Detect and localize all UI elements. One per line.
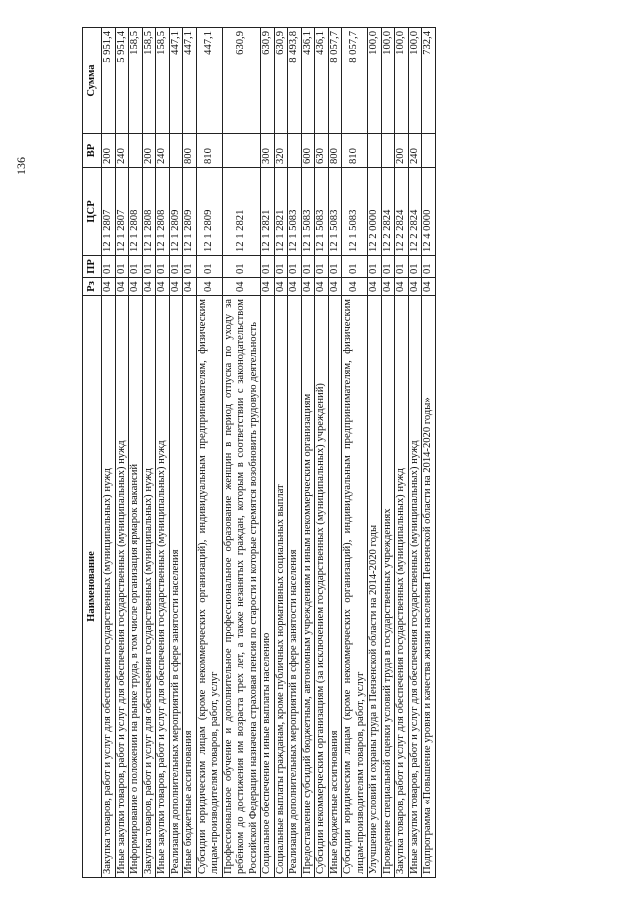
cell-csr: 12 1 2807 xyxy=(115,168,129,256)
cell-vr xyxy=(422,134,436,168)
cell-sum: 8 057,7 xyxy=(342,28,368,134)
cell-rz: 04 xyxy=(156,278,170,296)
cell-sum: 436,1 xyxy=(301,28,315,134)
cell-csr: 12 1 2807 xyxy=(102,168,116,256)
cell-name: Предоставление субсидий бюджетным, автономным учреждениям и иным некоммерческим организациям xyxy=(301,296,315,878)
cell-sum: 5 951,4 xyxy=(115,28,129,134)
cell-sum: 630,9 xyxy=(261,28,275,134)
cell-sum: 100,0 xyxy=(368,28,382,134)
cell-rz: 04 xyxy=(142,278,156,296)
cell-pr: 01 xyxy=(315,256,329,278)
cell-csr: 12 1 5083 xyxy=(315,168,329,256)
cell-pr: 01 xyxy=(169,256,183,278)
cell-rz: 04 xyxy=(288,278,302,296)
cell-pr: 01 xyxy=(222,256,261,278)
cell-pr: 01 xyxy=(115,256,129,278)
table-row xyxy=(342,28,368,878)
cell-csr: 12 1 5083 xyxy=(301,168,315,256)
header-csr: ЦСР xyxy=(83,168,102,256)
cell-pr: 01 xyxy=(342,256,368,278)
cell-csr: 12 2 2824 xyxy=(408,168,422,256)
cell-name: Улучшение условий и охраны труда в Пензенской области на 2014-2020 годы xyxy=(368,296,382,878)
cell-vr: 810 xyxy=(342,134,368,168)
cell-name: Реализация дополнительных мероприятий в сфере занятости населения xyxy=(169,296,183,878)
cell-rz: 04 xyxy=(261,278,275,296)
cell-name: Иные бюджетные ассигнования xyxy=(328,296,342,878)
table-row xyxy=(196,28,222,878)
cell-pr: 01 xyxy=(156,256,170,278)
cell-sum: 158,5 xyxy=(129,28,143,134)
cell-sum: 5 951,4 xyxy=(102,28,116,134)
cell-vr: 200 xyxy=(142,134,156,168)
cell-name: Иные закупки товаров, работ и услуг для обеспечения государственных (муниципальных) нужд xyxy=(115,296,129,878)
cell-pr: 01 xyxy=(142,256,156,278)
cell-pr: 01 xyxy=(395,256,409,278)
cell-sum: 436,1 xyxy=(315,28,329,134)
table-row xyxy=(169,28,183,878)
cell-pr: 01 xyxy=(328,256,342,278)
cell-name: Закупка товаров, работ и услуг для обеспечения государственных (муниципальных) нужд xyxy=(102,296,116,878)
cell-rz: 04 xyxy=(102,278,116,296)
cell-vr: 240 xyxy=(115,134,129,168)
table-row xyxy=(274,28,288,878)
cell-csr: 12 2 0000 xyxy=(368,168,382,256)
cell-rz: 04 xyxy=(422,278,436,296)
cell-csr: 12 2 2824 xyxy=(381,168,395,256)
cell-sum: 158,5 xyxy=(156,28,170,134)
cell-rz: 04 xyxy=(381,278,395,296)
cell-sum: 630,9 xyxy=(222,28,261,134)
cell-rz: 04 xyxy=(315,278,329,296)
cell-vr: 200 xyxy=(395,134,409,168)
cell-vr xyxy=(222,134,261,168)
cell-sum: 8 493,8 xyxy=(288,28,302,134)
table-row xyxy=(222,28,261,878)
cell-csr: 12 1 2821 xyxy=(261,168,275,256)
cell-csr: 12 2 2824 xyxy=(395,168,409,256)
table-header-row xyxy=(83,28,102,878)
cell-rz: 04 xyxy=(115,278,129,296)
cell-vr xyxy=(381,134,395,168)
cell-vr: 600 xyxy=(301,134,315,168)
cell-csr: 12 1 2808 xyxy=(142,168,156,256)
cell-rz: 04 xyxy=(183,278,197,296)
cell-pr: 01 xyxy=(274,256,288,278)
cell-sum: 100,0 xyxy=(381,28,395,134)
header-pr: ПР xyxy=(83,256,102,278)
table-row xyxy=(102,28,116,878)
cell-csr: 12 1 5083 xyxy=(328,168,342,256)
cell-name: Иные бюджетные ассигнования xyxy=(183,296,197,878)
table-row xyxy=(288,28,302,878)
page-number: 136 xyxy=(14,157,28,175)
cell-rz: 04 xyxy=(222,278,261,296)
table-row xyxy=(142,28,156,878)
cell-csr: 12 1 2809 xyxy=(169,168,183,256)
cell-csr: 12 1 5083 xyxy=(342,168,368,256)
header-sum: Сумма xyxy=(83,28,102,134)
cell-sum: 447,1 xyxy=(169,28,183,134)
cell-vr: 200 xyxy=(102,134,116,168)
header-vr: ВР xyxy=(83,134,102,168)
header-name: Наименование xyxy=(83,296,102,878)
cell-rz: 04 xyxy=(368,278,382,296)
cell-vr xyxy=(368,134,382,168)
cell-name: Профессиональное обучение и дополнительное профессиональное образование женщин в период отпуска по уходу за ребёнком до достижения им возраста трех лет, а также незанятых граждан, которым в соответствии с законодательством Российской Федерации назначена страховая пенсия по старости и которые стремятся возобновить трудовую деятельность xyxy=(222,296,261,878)
cell-rz: 04 xyxy=(169,278,183,296)
cell-sum: 8 057,7 xyxy=(328,28,342,134)
budget-table xyxy=(82,27,436,878)
cell-vr xyxy=(129,134,143,168)
cell-vr xyxy=(288,134,302,168)
cell-pr: 01 xyxy=(381,256,395,278)
table-row xyxy=(422,28,436,878)
table-row xyxy=(381,28,395,878)
cell-pr: 01 xyxy=(422,256,436,278)
cell-rz: 04 xyxy=(328,278,342,296)
cell-name: Проведение специальной оценки условий труда в государственных учреждениях xyxy=(381,296,395,878)
cell-pr: 01 xyxy=(301,256,315,278)
cell-pr: 01 xyxy=(196,256,222,278)
cell-rz: 04 xyxy=(395,278,409,296)
cell-csr: 12 4 0000 xyxy=(422,168,436,256)
cell-csr: 12 1 2808 xyxy=(156,168,170,256)
table-row xyxy=(115,28,129,878)
table-row xyxy=(328,28,342,878)
cell-sum: 447,1 xyxy=(183,28,197,134)
cell-name: Закупка товаров, работ и услуг для обеспечения государственных (муниципальных) нужд xyxy=(395,296,409,878)
cell-vr: 810 xyxy=(196,134,222,168)
cell-rz: 04 xyxy=(408,278,422,296)
cell-pr: 01 xyxy=(408,256,422,278)
cell-pr: 01 xyxy=(102,256,116,278)
table-row xyxy=(408,28,422,878)
cell-name: Информирование о положении на рынке труда, в том числе организация ярмарок вакансий xyxy=(129,296,143,878)
cell-pr: 01 xyxy=(183,256,197,278)
cell-name: Субсидии некоммерческим организациям (за исключением государственных (муниципальных) учреждений) xyxy=(315,296,329,878)
table-row xyxy=(301,28,315,878)
cell-sum: 630,9 xyxy=(274,28,288,134)
cell-csr: 12 1 2808 xyxy=(129,168,143,256)
cell-sum: 158,5 xyxy=(142,28,156,134)
cell-pr: 01 xyxy=(261,256,275,278)
cell-csr: 12 1 5083 xyxy=(288,168,302,256)
table-row xyxy=(261,28,275,878)
cell-vr: 300 xyxy=(261,134,275,168)
cell-pr: 01 xyxy=(129,256,143,278)
cell-name: Подпрограмма «Повышение уровня и качества жизни населения Пензенской области на 2014-2020 годы» xyxy=(422,296,436,878)
cell-name: Иные закупки товаров, работ и услуг для обеспечения государственных (муниципальных) нужд xyxy=(408,296,422,878)
cell-rz: 04 xyxy=(274,278,288,296)
cell-csr: 12 1 2809 xyxy=(183,168,197,256)
cell-sum: 100,0 xyxy=(408,28,422,134)
cell-csr: 12 1 2821 xyxy=(222,168,261,256)
cell-vr: 240 xyxy=(156,134,170,168)
cell-name: Субсидии юридическим лицам (кроме некоммерческих организаций), индивидуальным предпринимателям, физическим лицам-производителям товаров, работ, услуг xyxy=(342,296,368,878)
table-row xyxy=(368,28,382,878)
cell-name: Реализация дополнительных мероприятий в сфере занятости населения xyxy=(288,296,302,878)
table-body xyxy=(102,28,436,878)
cell-csr: 12 1 2809 xyxy=(196,168,222,256)
cell-vr xyxy=(169,134,183,168)
cell-rz: 04 xyxy=(196,278,222,296)
rotated-table-container xyxy=(82,28,560,878)
cell-name: Иные закупки товаров, работ и услуг для обеспечения государственных (муниципальных) нужд xyxy=(156,296,170,878)
cell-sum: 447,1 xyxy=(196,28,222,134)
cell-name: Социальное обеспечение и иные выплаты населению xyxy=(261,296,275,878)
table-row xyxy=(183,28,197,878)
cell-name: Субсидии юридическим лицам (кроме некоммерческих организаций), индивидуальным предпринимателям, физическим лицам-производителям товаров, работ, услуг xyxy=(196,296,222,878)
cell-vr: 320 xyxy=(274,134,288,168)
cell-name: Закупка товаров, работ и услуг для обеспечения государственных (муниципальных) нужд xyxy=(142,296,156,878)
cell-pr: 01 xyxy=(368,256,382,278)
cell-name: Социальные выплаты гражданам, кроме публичных нормативных социальных выплат xyxy=(274,296,288,878)
table-row xyxy=(129,28,143,878)
cell-vr: 800 xyxy=(328,134,342,168)
cell-vr: 630 xyxy=(315,134,329,168)
cell-vr: 800 xyxy=(183,134,197,168)
cell-pr: 01 xyxy=(288,256,302,278)
table-row xyxy=(156,28,170,878)
table-row xyxy=(395,28,409,878)
table-row xyxy=(315,28,329,878)
cell-sum: 100,0 xyxy=(395,28,409,134)
cell-csr: 12 1 2821 xyxy=(274,168,288,256)
cell-sum: 732,4 xyxy=(422,28,436,134)
cell-rz: 04 xyxy=(129,278,143,296)
cell-vr: 240 xyxy=(408,134,422,168)
cell-rz: 04 xyxy=(342,278,368,296)
header-rz: Рз xyxy=(83,278,102,296)
cell-rz: 04 xyxy=(301,278,315,296)
